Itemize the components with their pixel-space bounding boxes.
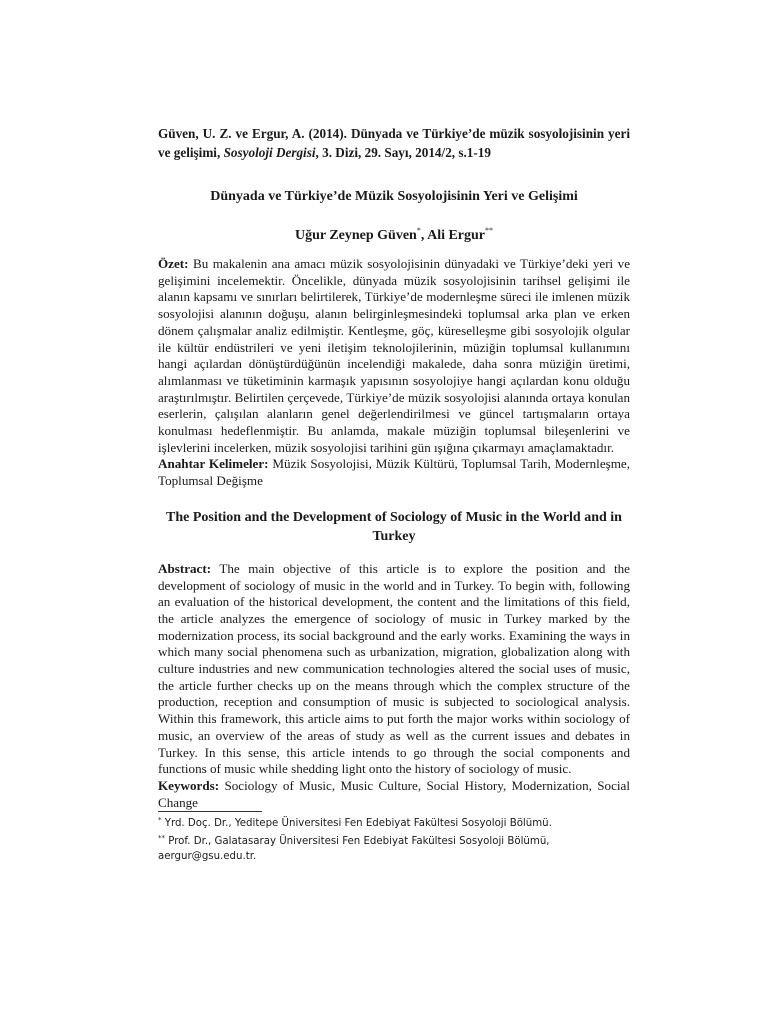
author-2: Ali Ergur bbox=[427, 228, 486, 243]
author-line bbox=[158, 221, 630, 245]
ozet-label: Özet: bbox=[158, 256, 189, 271]
ozet-paragraph bbox=[158, 256, 630, 456]
author-2-footnote-mark: ** bbox=[485, 226, 494, 235]
footnote-2 bbox=[158, 831, 630, 864]
citation-issue: , 3. Dizi, 29. Sayı, 2014/2, s.1-19 bbox=[315, 145, 491, 160]
title-turkish: Dünyada ve Türkiye’de Müzik Sosyolojisinin Yeri ve Gelişimi bbox=[210, 189, 578, 204]
anahtar-label: Anahtar Kelimeler: bbox=[158, 456, 269, 472]
title-english: The Position and the Development of Sociology of Music in the World and in Turkey bbox=[166, 509, 622, 544]
anahtar-kelimeler bbox=[158, 456, 630, 489]
author-separator: , bbox=[420, 228, 428, 243]
anahtar-text: Müzik Sosyolojisi, Müzik Kültürü, Toplumsal Tarih, Modernleşme, Toplumsal Değişme bbox=[158, 456, 630, 489]
footnote-1-mark: * bbox=[158, 816, 162, 825]
footnote-2-text: Prof. Dr., Galatasaray Üniversitesi Fen Edebiyat Fakültesi Sosyoloji Bölümü, aergur@gsu.edu.tr. bbox=[158, 836, 550, 863]
keywords-english bbox=[158, 778, 630, 811]
footnote-divider bbox=[158, 811, 262, 812]
citation-authors: Güven, U. Z. ve Ergur, A. (2014). Dünyada ve Türkiye’de müzik sosyolojisinin yeri ve gelişimi, bbox=[158, 126, 630, 160]
citation-journal: Sosyoloji Dergisi bbox=[223, 145, 316, 160]
footnotes bbox=[158, 813, 630, 864]
footnote-1 bbox=[158, 813, 630, 831]
paper-content bbox=[158, 124, 630, 864]
footnote-2-mark: ** bbox=[158, 834, 165, 843]
author-1-footnote-mark: * bbox=[416, 226, 421, 235]
abstract-paragraph bbox=[158, 561, 630, 778]
keywords-label: Keywords: bbox=[158, 777, 220, 793]
author-1: Uğur Zeynep Güven bbox=[294, 228, 417, 243]
citation bbox=[158, 124, 630, 162]
abstract-label: Abstract: bbox=[158, 560, 212, 576]
abstract-text: The main objective of this article is to explore the position and the development of sociology of music in the world and in Turkey. To begin with, following an evaluation of the historical development, the content and the limitations of this field, the article analyzes the emergence of sociology of music in Turkey marked by the modernization process, its social background and the early works. Examining the ways in which many social phenomena such as urbanization, migration, globalization along with culture industries and new communication technologies altered the social uses of music, the article further checks up on the means through which the complex structure of the production, reception and consumption of music is subjected to sociological analysis. Within this framework, this article aims to put forth the major works within sociology of music, an overview of the areas of study as well as the current issues and debates in Turkey. In this sense, this article intends to go through the social components and functions of music while shedding light onto the history of sociology of music. bbox=[158, 560, 630, 777]
footnote-1-text: Yrd. Doç. Dr., Yeditepe Üniversitesi Fen Edebiyat Fakültesi Sosyoloji Bölümü. bbox=[161, 818, 552, 830]
keywords-text: Sociology of Music, Music Culture, Social History, Modernization, Social Change bbox=[158, 777, 630, 810]
ozet-text: Bu makalenin ana amacı müzik sosyolojisinin dünyadaki ve Türkiye’deki yeri ve gelişimini incelemektir. Öncelikle, dünyada müzik sosyolojisinin tarihsel gelişimi ile alanın kapsamı ve sınırları belirtilerek, Türkiye’de modernleşme süreci ile imlenen müzik sosyolojisi alanının doğuşu, alanın belirginleşmesindeki toplumsal arka plan ve erken dönem çalışmalar analiz edilmiştir. Kentleşme, göç, küreselleşme gibi sosyolojik olgular ile kültür endüstrileri ve yeni iletişim teknolojilerinin, müziğin toplumsal kullanımını hangi açılardan dönüştürdüğünün incelendiği makalede, daha sonra müziğin üretimi, alımlanması ve tüketiminin karmaşık yapısının sosyolojiye hangi açılardan konu olduğu araştırılmıştır. Belirtilen çerçevede, Türkiye’de müzik sosyolojisi alanında ortaya konulan eserlerin, çalışılan alanların genel değerlendirilmesi ve güncel tartışmaların ortaya konulması hedeflenmiştir. Bu anlamda, makale müziğin toplumsal bileşenlerini ve işlevlerini incelerken, müzik sosyolojisi tarihini gün ışığına çıkarmayı amaçlamaktadır. bbox=[158, 256, 630, 455]
